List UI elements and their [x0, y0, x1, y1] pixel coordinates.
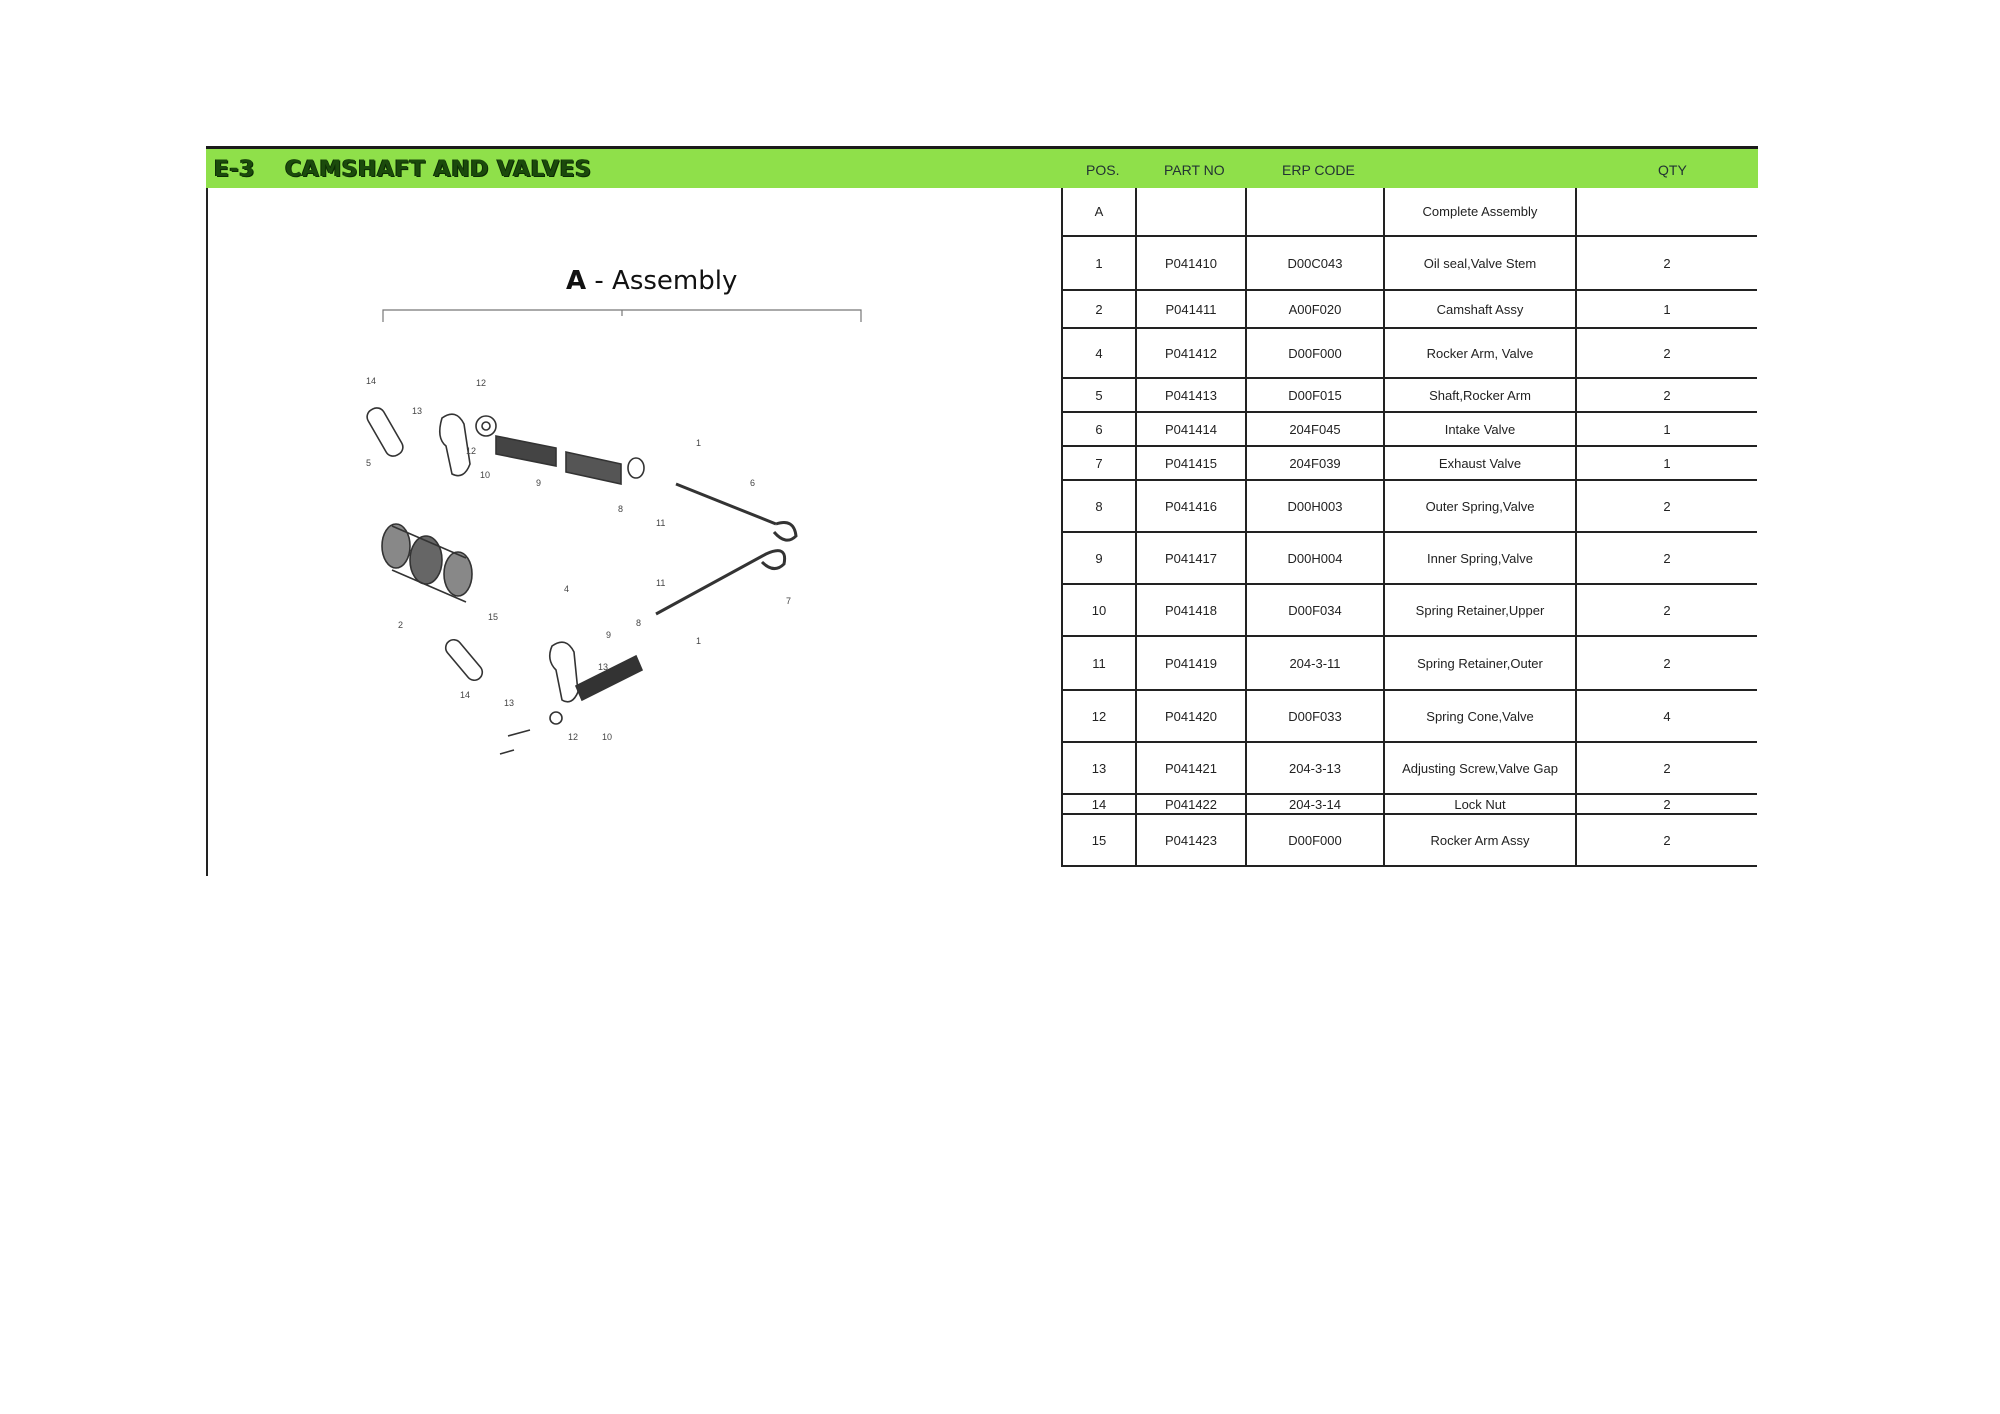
pos-cell: 4: [1062, 328, 1136, 378]
part-no-cell: P041411: [1136, 290, 1246, 328]
pos-cell: 11: [1062, 636, 1136, 690]
description-cell: Outer Spring,Valve: [1384, 480, 1576, 532]
pos-cell: 9: [1062, 532, 1136, 584]
erp-code-cell: 204F045: [1246, 412, 1384, 446]
table-row: [1062, 794, 1757, 814]
left-border: [206, 188, 208, 876]
svg-text:1: 1: [696, 636, 702, 646]
header-bar: [206, 146, 1758, 188]
svg-text:7: 7: [786, 596, 792, 606]
svg-text:10: 10: [602, 732, 613, 742]
table-row: [1062, 188, 1757, 236]
table-row: [1062, 446, 1757, 480]
parts-table: [1061, 188, 1757, 867]
pos-cell: 13: [1062, 742, 1136, 794]
parts-sheet: [206, 146, 1758, 876]
table-row: [1062, 328, 1757, 378]
part-no-cell: P041414: [1136, 412, 1246, 446]
pos-cell: 5: [1062, 378, 1136, 412]
erp-code-cell: [1246, 188, 1384, 236]
erp-code-cell: 204-3-13: [1246, 742, 1384, 794]
table-row: [1062, 584, 1757, 636]
svg-text:13: 13: [504, 698, 515, 708]
table-row: [1062, 290, 1757, 328]
qty-cell: 2: [1576, 236, 1757, 290]
col-header-pos: POS.: [1086, 162, 1120, 178]
part-no-cell: P041420: [1136, 690, 1246, 742]
description-cell: Rocker Arm Assy: [1384, 814, 1576, 866]
description-cell: Lock Nut: [1384, 794, 1576, 814]
col-header-erp-code: ERP CODE: [1282, 162, 1355, 178]
erp-code-cell: D00H004: [1246, 532, 1384, 584]
svg-text:2: 2: [398, 620, 404, 630]
qty-cell: 4: [1576, 690, 1757, 742]
svg-text:12: 12: [476, 378, 487, 388]
erp-code-cell: D00F000: [1246, 814, 1384, 866]
svg-text:15: 15: [488, 612, 499, 622]
table-row: [1062, 636, 1757, 690]
table-row: [1062, 236, 1757, 290]
table-row: [1062, 814, 1757, 866]
table-row: [1062, 690, 1757, 742]
pos-cell: 6: [1062, 412, 1136, 446]
svg-text:1: 1: [696, 438, 702, 448]
col-header-part-no: PART NO: [1164, 162, 1225, 178]
assembly-bracket: [382, 308, 862, 322]
erp-code-cell: 204-3-11: [1246, 636, 1384, 690]
erp-code-cell: D00F034: [1246, 584, 1384, 636]
table-row: [1062, 480, 1757, 532]
svg-text:6: 6: [750, 478, 756, 488]
table-row: [1062, 412, 1757, 446]
qty-cell: 2: [1576, 378, 1757, 412]
qty-cell: 2: [1576, 532, 1757, 584]
qty-cell: 2: [1576, 584, 1757, 636]
part-no-cell: P041423: [1136, 814, 1246, 866]
svg-text:11: 11: [656, 578, 666, 588]
qty-cell: [1576, 188, 1757, 236]
svg-text:5: 5: [366, 458, 372, 468]
part-no-cell: P041418: [1136, 584, 1246, 636]
col-header-qty: QTY: [1658, 162, 1687, 178]
table-row: [1062, 532, 1757, 584]
qty-cell: 2: [1576, 794, 1757, 814]
svg-text:11: 11: [656, 518, 666, 528]
svg-text:12: 12: [568, 732, 579, 742]
section-name: CAMSHAFT AND VALVES: [285, 157, 592, 182]
table-row: [1062, 378, 1757, 412]
part-no-cell: P041419: [1136, 636, 1246, 690]
svg-text:9: 9: [536, 478, 542, 488]
erp-code-cell: 204-3-14: [1246, 794, 1384, 814]
svg-text:14: 14: [366, 376, 377, 386]
pos-cell: 12: [1062, 690, 1136, 742]
qty-cell: 2: [1576, 328, 1757, 378]
svg-text:9: 9: [606, 630, 612, 640]
qty-cell: 2: [1576, 480, 1757, 532]
exploded-view-diagram: [356, 356, 876, 776]
part-no-cell: P041413: [1136, 378, 1246, 412]
part-no-cell: P041422: [1136, 794, 1246, 814]
pos-cell: 2: [1062, 290, 1136, 328]
svg-text:14: 14: [460, 690, 471, 700]
part-no-cell: P041417: [1136, 532, 1246, 584]
svg-text:8: 8: [618, 504, 624, 514]
qty-cell: 1: [1576, 446, 1757, 480]
svg-text:8: 8: [636, 618, 642, 628]
part-no-cell: [1136, 188, 1246, 236]
description-cell: Shaft,Rocker Arm: [1384, 378, 1576, 412]
qty-cell: 1: [1576, 412, 1757, 446]
erp-code-cell: D00H003: [1246, 480, 1384, 532]
svg-text:10: 10: [480, 470, 491, 480]
assembly-title: A - Assembly: [566, 266, 738, 296]
table-row: [1062, 742, 1757, 794]
description-cell: Intake Valve: [1384, 412, 1576, 446]
erp-code-cell: D00C043: [1246, 236, 1384, 290]
qty-cell: 2: [1576, 742, 1757, 794]
pos-cell: 14: [1062, 794, 1136, 814]
erp-code-cell: A00F020: [1246, 290, 1384, 328]
description-cell: Oil seal,Valve Stem: [1384, 236, 1576, 290]
erp-code-cell: D00F015: [1246, 378, 1384, 412]
svg-text:13: 13: [412, 406, 423, 416]
erp-code-cell: D00F033: [1246, 690, 1384, 742]
part-no-cell: P041410: [1136, 236, 1246, 290]
pos-cell: 8: [1062, 480, 1136, 532]
description-cell: Camshaft Assy: [1384, 290, 1576, 328]
pos-cell: 15: [1062, 814, 1136, 866]
erp-code-cell: 204F039: [1246, 446, 1384, 480]
description-cell: Rocker Arm, Valve: [1384, 328, 1576, 378]
svg-text:4: 4: [564, 584, 570, 594]
part-no-cell: P041415: [1136, 446, 1246, 480]
erp-code-cell: D00F000: [1246, 328, 1384, 378]
description-cell: Spring Cone,Valve: [1384, 690, 1576, 742]
qty-cell: 2: [1576, 636, 1757, 690]
description-cell: Exhaust Valve: [1384, 446, 1576, 480]
part-no-cell: P041421: [1136, 742, 1246, 794]
part-no-cell: P041416: [1136, 480, 1246, 532]
qty-cell: 2: [1576, 814, 1757, 866]
pos-cell: 10: [1062, 584, 1136, 636]
svg-text:12: 12: [466, 446, 477, 456]
part-no-cell: P041412: [1136, 328, 1246, 378]
pos-cell: 1: [1062, 236, 1136, 290]
description-cell: Spring Retainer,Upper: [1384, 584, 1576, 636]
section-code: E-3: [214, 157, 255, 182]
description-cell: Complete Assembly: [1384, 188, 1576, 236]
qty-cell: 1: [1576, 290, 1757, 328]
pos-cell: 7: [1062, 446, 1136, 480]
section-title: [214, 157, 592, 182]
description-cell: Adjusting Screw,Valve Gap: [1384, 742, 1576, 794]
pos-cell: A: [1062, 188, 1136, 236]
description-cell: Spring Retainer,Outer: [1384, 636, 1576, 690]
svg-text:13: 13: [598, 662, 609, 672]
description-cell: Inner Spring,Valve: [1384, 532, 1576, 584]
